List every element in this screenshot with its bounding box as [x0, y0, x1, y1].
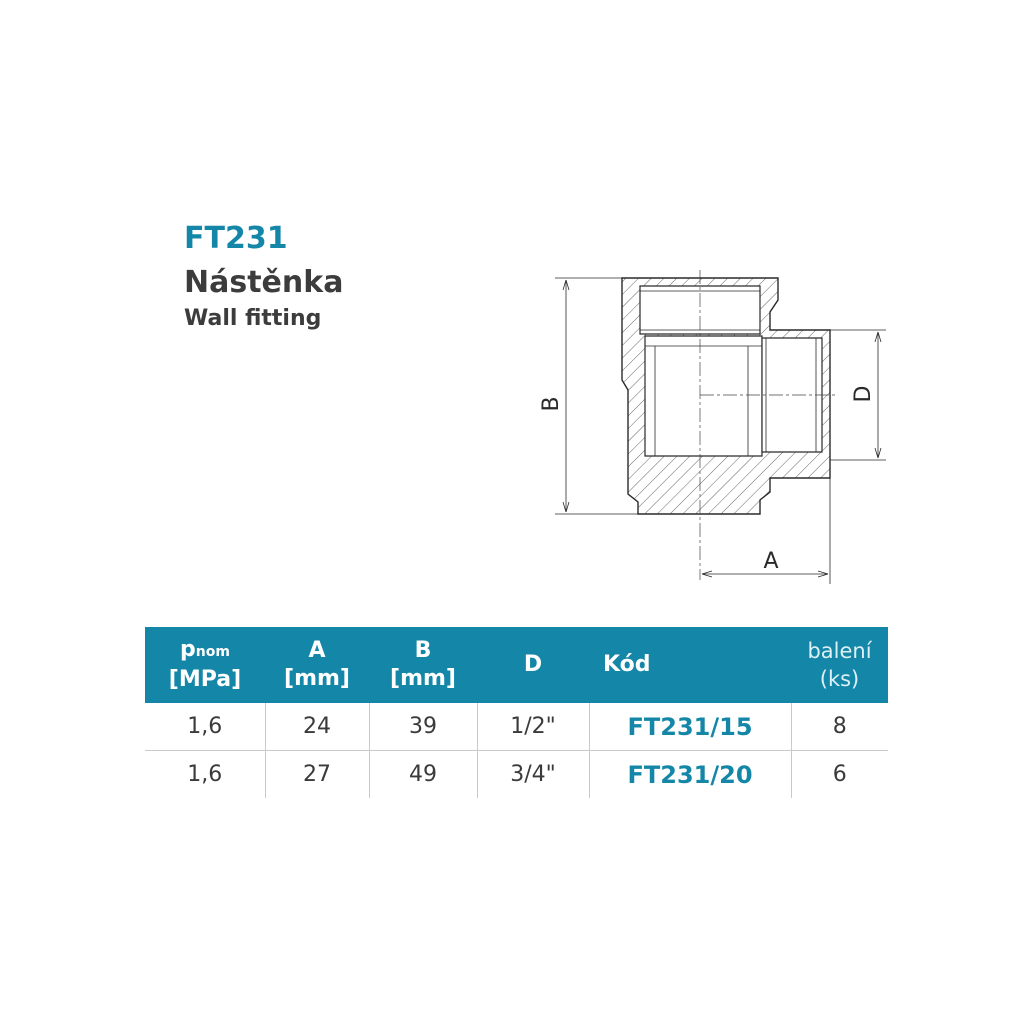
cell-a: 24: [265, 703, 369, 751]
product-heading: [184, 221, 344, 331]
dimension-a-label: A: [763, 549, 779, 574]
technical-drawing: [530, 260, 890, 590]
cell-code: FT231/15: [589, 703, 791, 751]
cell-b: 49: [369, 751, 477, 799]
header-code-label: Kód: [603, 652, 651, 677]
header-pnom-unit: [MPa]: [168, 667, 242, 692]
header-d: [477, 627, 589, 703]
header-pnom-subscript: nom: [195, 644, 230, 660]
header-pack-label: balení: [807, 639, 872, 663]
header-pnom: [145, 627, 265, 703]
cell-pnom: 1,6: [187, 762, 223, 787]
cell-pack: 8: [791, 703, 888, 751]
header-pnom-symbol: p: [180, 637, 196, 662]
product-name-en: Wall fitting: [184, 306, 322, 331]
header-pack: [791, 627, 888, 703]
header-d-label: D: [523, 652, 543, 677]
cell-pack: 6: [791, 751, 888, 799]
dimension-d-label: D: [851, 385, 876, 403]
fitting-middle-bore: [645, 336, 762, 456]
table-row: [145, 751, 888, 799]
product-code: FT231: [184, 221, 288, 256]
header-pack-unit: (ks): [819, 667, 860, 691]
header-code: [589, 627, 791, 703]
cell-d: 3/4": [477, 751, 589, 799]
spec-table: [145, 627, 888, 798]
header-a-unit: [mm]: [284, 666, 350, 691]
table-row: [145, 703, 888, 751]
header-a: [265, 627, 369, 703]
header-a-label: A: [308, 638, 326, 663]
cell-b: 39: [369, 703, 477, 751]
product-name-cz: Nástěnka: [184, 265, 344, 300]
header-b: [369, 627, 477, 703]
header-b-unit: [mm]: [390, 666, 456, 691]
fitting-drawing-svg: [530, 260, 890, 590]
dimension-b-label: B: [539, 396, 564, 412]
cell-code: FT231/20: [589, 751, 791, 799]
cell-a: 27: [265, 751, 369, 799]
cell-pnom: 1,6: [145, 703, 265, 751]
cell-d: 1/2": [477, 703, 589, 751]
header-b-label: B: [414, 638, 432, 663]
table-header-row: [145, 627, 888, 703]
